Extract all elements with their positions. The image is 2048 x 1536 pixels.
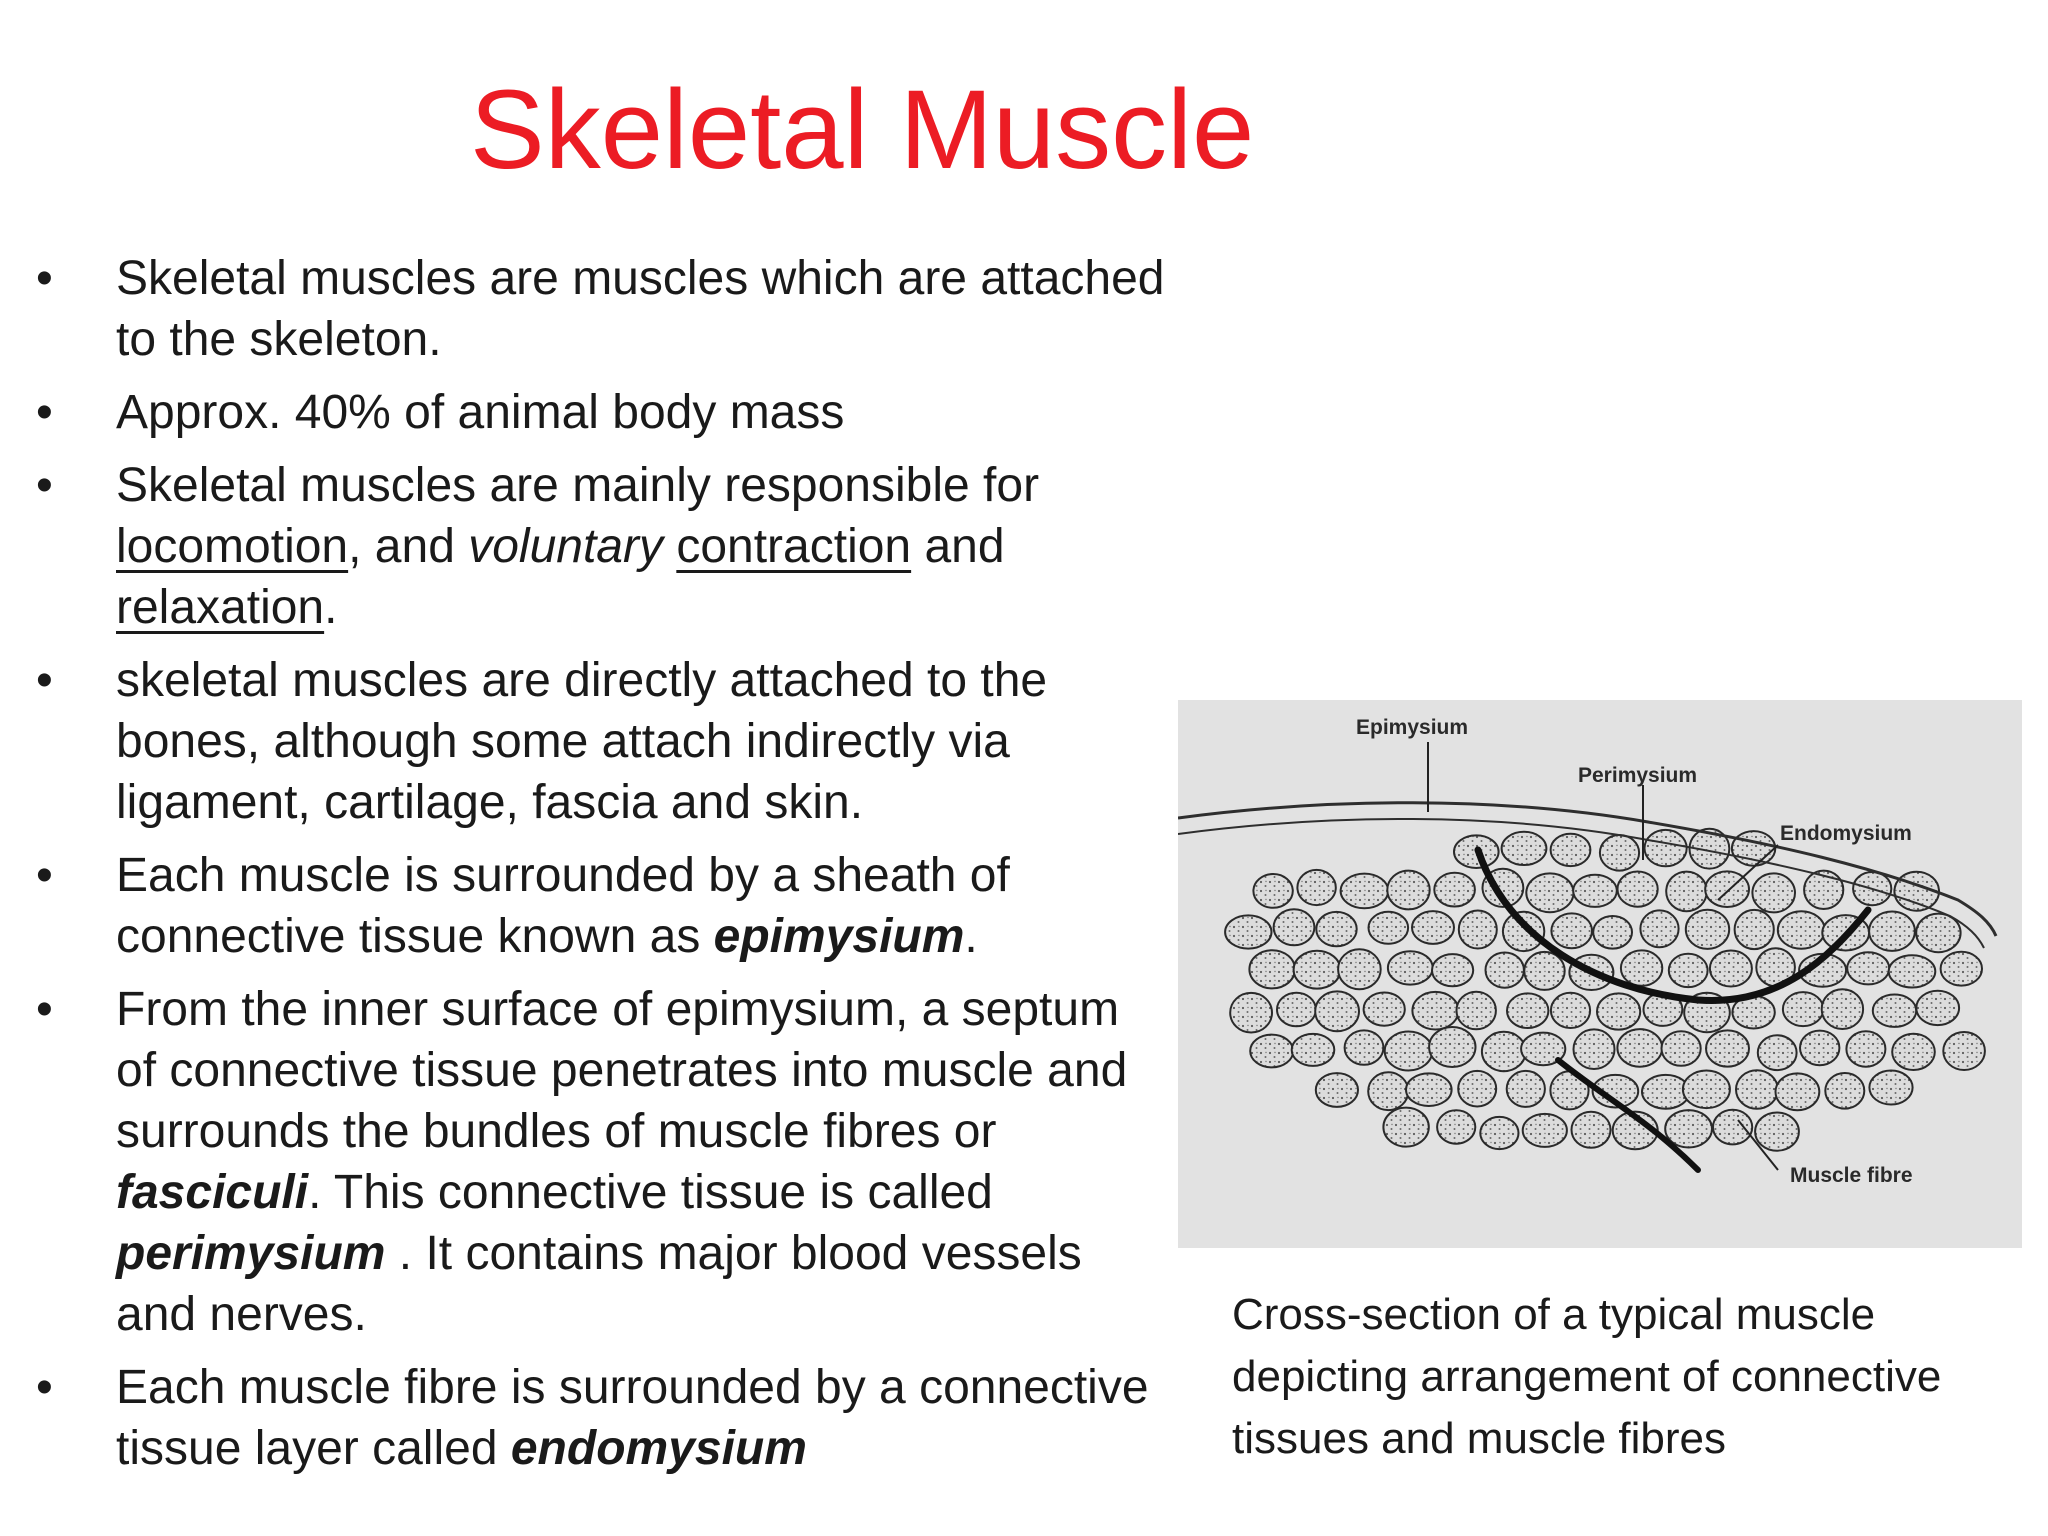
muscle-fibre-cell: [1665, 1110, 1712, 1147]
muscle-fibre-cell: [1666, 872, 1707, 912]
bullet-text: Approx. 40% of animal body mass: [116, 386, 845, 439]
muscle-fibre-cell: [1669, 954, 1708, 987]
term-endomysium: endomysium: [510, 1422, 807, 1475]
muscle-fibre-cell: [1869, 912, 1915, 951]
muscle-fibre-cell: [1345, 1030, 1384, 1064]
bullet-attached-to-skeleton: [36, 248, 1166, 370]
muscle-fibre-cell: [1758, 1035, 1797, 1070]
muscle-fibre-cell: [1640, 910, 1678, 947]
muscle-fibre-cell: [1572, 1112, 1611, 1148]
muscle-fibre-cell: [1507, 1071, 1545, 1107]
muscle-fibre-cell: [1502, 832, 1547, 865]
muscle-fibre-cell: [1503, 912, 1544, 951]
muscle-fibre-cell: [1253, 874, 1292, 908]
muscle-fibre-cell: [1736, 1070, 1778, 1108]
muscle-cross-section-figure: [1178, 700, 2022, 1248]
muscle-fibre-cell: [1618, 872, 1658, 907]
muscle-fibre-cell: [1551, 993, 1590, 1028]
muscle-fibre-cell: [1524, 952, 1564, 990]
muscle-fibre-cell: [1574, 1029, 1615, 1069]
bullet-text: .: [324, 581, 338, 634]
muscle-fibre-cell: [1873, 995, 1916, 1027]
muscle-fibre-cell: [1662, 1031, 1701, 1066]
muscle-fibre-cell: [1364, 993, 1405, 1026]
muscle-fibre-cell: [1437, 1110, 1475, 1143]
bullet-text: Skeletal muscles are muscles which are attached to the skeleton.: [116, 252, 1165, 366]
muscle-fibre-cell: [1846, 1031, 1885, 1066]
muscle-fibre-cell: [1916, 991, 1959, 1025]
muscle-fibre-cell: [1526, 873, 1573, 912]
muscle-fibre-cell: [1486, 953, 1524, 988]
term-locomotion: locomotion: [116, 520, 349, 573]
bullet-text: Each muscle is surrounded by a sheath of connective tissue known as: [116, 849, 1010, 963]
endomysium-label: Endomysium: [1780, 822, 1912, 845]
muscle-fibre-cell: [1847, 952, 1889, 984]
fibre-group: [1225, 829, 1985, 1151]
muscle-fibre-cell: [1368, 1072, 1408, 1110]
muscle-fibre-cell: [1752, 873, 1795, 912]
bullet-text: Each muscle fibre is surrounded by a connective tissue layer called: [116, 1361, 1149, 1475]
bullet-text: [663, 520, 676, 573]
muscle-fibre-cell: [1406, 1073, 1452, 1106]
muscle-fibre-cell: [1387, 871, 1429, 910]
bullet-attachment: [36, 650, 1166, 833]
bullet-body-mass: [36, 382, 1166, 443]
muscle-fibre-cell: [1551, 913, 1592, 948]
muscle-fibre-cell: [1316, 1073, 1358, 1107]
muscle-fibre-label: Muscle fibre: [1790, 1164, 1913, 1187]
muscle-fibre-cell: [1800, 1031, 1839, 1066]
muscle-fibre-cell: [1551, 834, 1591, 866]
perimysium-label: Perimysium: [1578, 764, 1698, 787]
muscle-fibre-cell: [1230, 993, 1272, 1033]
muscle-fibre-cell: [1369, 912, 1409, 944]
muscle-fibre-cell: [1338, 949, 1381, 989]
muscle-fibre-cell: [1315, 991, 1359, 1031]
bullet-text: . It contains major blood vessels and nerves.: [116, 1227, 1082, 1341]
figure-caption: Cross-section of a typical muscle depicting arrangement of connective tissues and muscle fibres: [1232, 1290, 1942, 1463]
muscle-fibre-cell: [1710, 951, 1752, 987]
term-fasciculi: fasciculi: [116, 1166, 309, 1219]
bullet-text: skeletal muscles are directly attached to the bones, although some attach indirectly via ligament, cartilage, fascia and skin.: [116, 654, 1048, 829]
muscle-fibre-cell: [1292, 1034, 1335, 1066]
bullet-endomysium: [36, 1357, 1166, 1479]
term-contraction: contraction: [676, 520, 912, 573]
muscle-fibre-cell: [1573, 875, 1617, 907]
epimysium-label: Epimysium: [1356, 716, 1469, 739]
bullet-text: From the inner surface of epimysium, a septum of connective tissue penetrates into muscle and surrounds the bundles of muscle fibres or: [116, 983, 1128, 1158]
bullet-locomotion: [36, 455, 1166, 638]
muscle-fibre-cell: [1507, 993, 1548, 1028]
muscle-fibre-cell: [1776, 1073, 1820, 1110]
muscle-fibre-cell: [1277, 993, 1316, 1027]
muscle-fibre-cell: [1941, 952, 1982, 986]
muscle-fibre-cell: [1892, 1034, 1935, 1070]
bullet-text: . This connective tissue is called: [308, 1166, 993, 1219]
muscle-fibre-cell: [1249, 950, 1295, 988]
muscle-fibre-cell: [1869, 1071, 1912, 1105]
muscle-fibre-cell: [1412, 911, 1454, 944]
term-epimysium: epimysium: [713, 910, 965, 963]
muscle-fibre-cell: [1645, 830, 1687, 866]
muscle-fibre-cell: [1617, 1029, 1662, 1067]
muscle-fibre-cell: [1713, 1110, 1752, 1145]
muscle-fibre-cell: [1341, 874, 1389, 909]
muscle-fibre-cell: [1294, 951, 1341, 989]
bullet-epimysium: [36, 845, 1166, 967]
muscle-fibre-cell: [1274, 909, 1315, 945]
slide-title: Skeletal Muscle: [470, 67, 1255, 192]
muscle-fibre-cell: [1316, 912, 1356, 946]
term-perimysium: perimysium: [116, 1227, 386, 1280]
bullet-perimysium: [36, 979, 1166, 1345]
bullet-text: .: [964, 910, 978, 963]
muscle-fibre-cell: [1943, 1032, 1985, 1070]
muscle-fibre-cell: [1755, 1113, 1799, 1151]
term-relaxation: relaxation: [116, 581, 325, 634]
muscle-fibre-cell: [1383, 1108, 1428, 1147]
muscle-fibre-cell: [1388, 951, 1433, 984]
muscle-fibre-cell: [1686, 910, 1729, 949]
muscle-fibre-cell: [1429, 1027, 1475, 1067]
muscle-fibre-cell: [1412, 992, 1458, 1030]
muscle-fibre-cell: [1385, 1032, 1433, 1071]
muscle-fibre-cell: [1457, 992, 1496, 1030]
muscle-fibre-cell: [1297, 870, 1335, 905]
muscle-cross-section-drawing: [1178, 700, 2022, 1248]
muscle-fibre-cell: [1225, 915, 1271, 948]
muscle-fibre-cell: [1735, 910, 1774, 949]
bullet-text: , and: [348, 520, 469, 573]
bullet-list: [36, 248, 1166, 1491]
muscle-fibre-cell: [1822, 989, 1863, 1029]
muscle-fibre-cell: [1250, 1035, 1293, 1068]
muscle-fibre-cell: [1459, 911, 1497, 949]
muscle-fibre-cell: [1889, 955, 1936, 987]
bullet-text: and: [911, 520, 1005, 573]
muscle-fibre-cell: [1783, 992, 1823, 1026]
muscle-fibre-cell: [1600, 835, 1639, 871]
muscle-fibre-cell: [1825, 1073, 1864, 1109]
bullet-text: Skeletal muscles are mainly responsible for: [116, 459, 1040, 512]
muscle-fibre-cell: [1597, 993, 1640, 1029]
muscle-fibre-cell: [1458, 1071, 1496, 1107]
muscle-fibre-cell: [1683, 1071, 1730, 1109]
muscle-fibre-cell: [1434, 873, 1475, 907]
muscle-fibre-cell: [1480, 1117, 1518, 1149]
muscle-fibre-cell: [1621, 950, 1662, 985]
muscle-fibre-cell: [1523, 1114, 1567, 1147]
muscle-fibre-cell: [1432, 954, 1473, 986]
term-voluntary: voluntary: [468, 520, 663, 573]
muscle-fibre-cell: [1593, 916, 1632, 949]
muscle-fibre-cell: [1706, 1030, 1749, 1066]
muscle-fibre-cell: [1778, 911, 1825, 948]
muscle-fibre-cell: [1482, 1032, 1526, 1071]
